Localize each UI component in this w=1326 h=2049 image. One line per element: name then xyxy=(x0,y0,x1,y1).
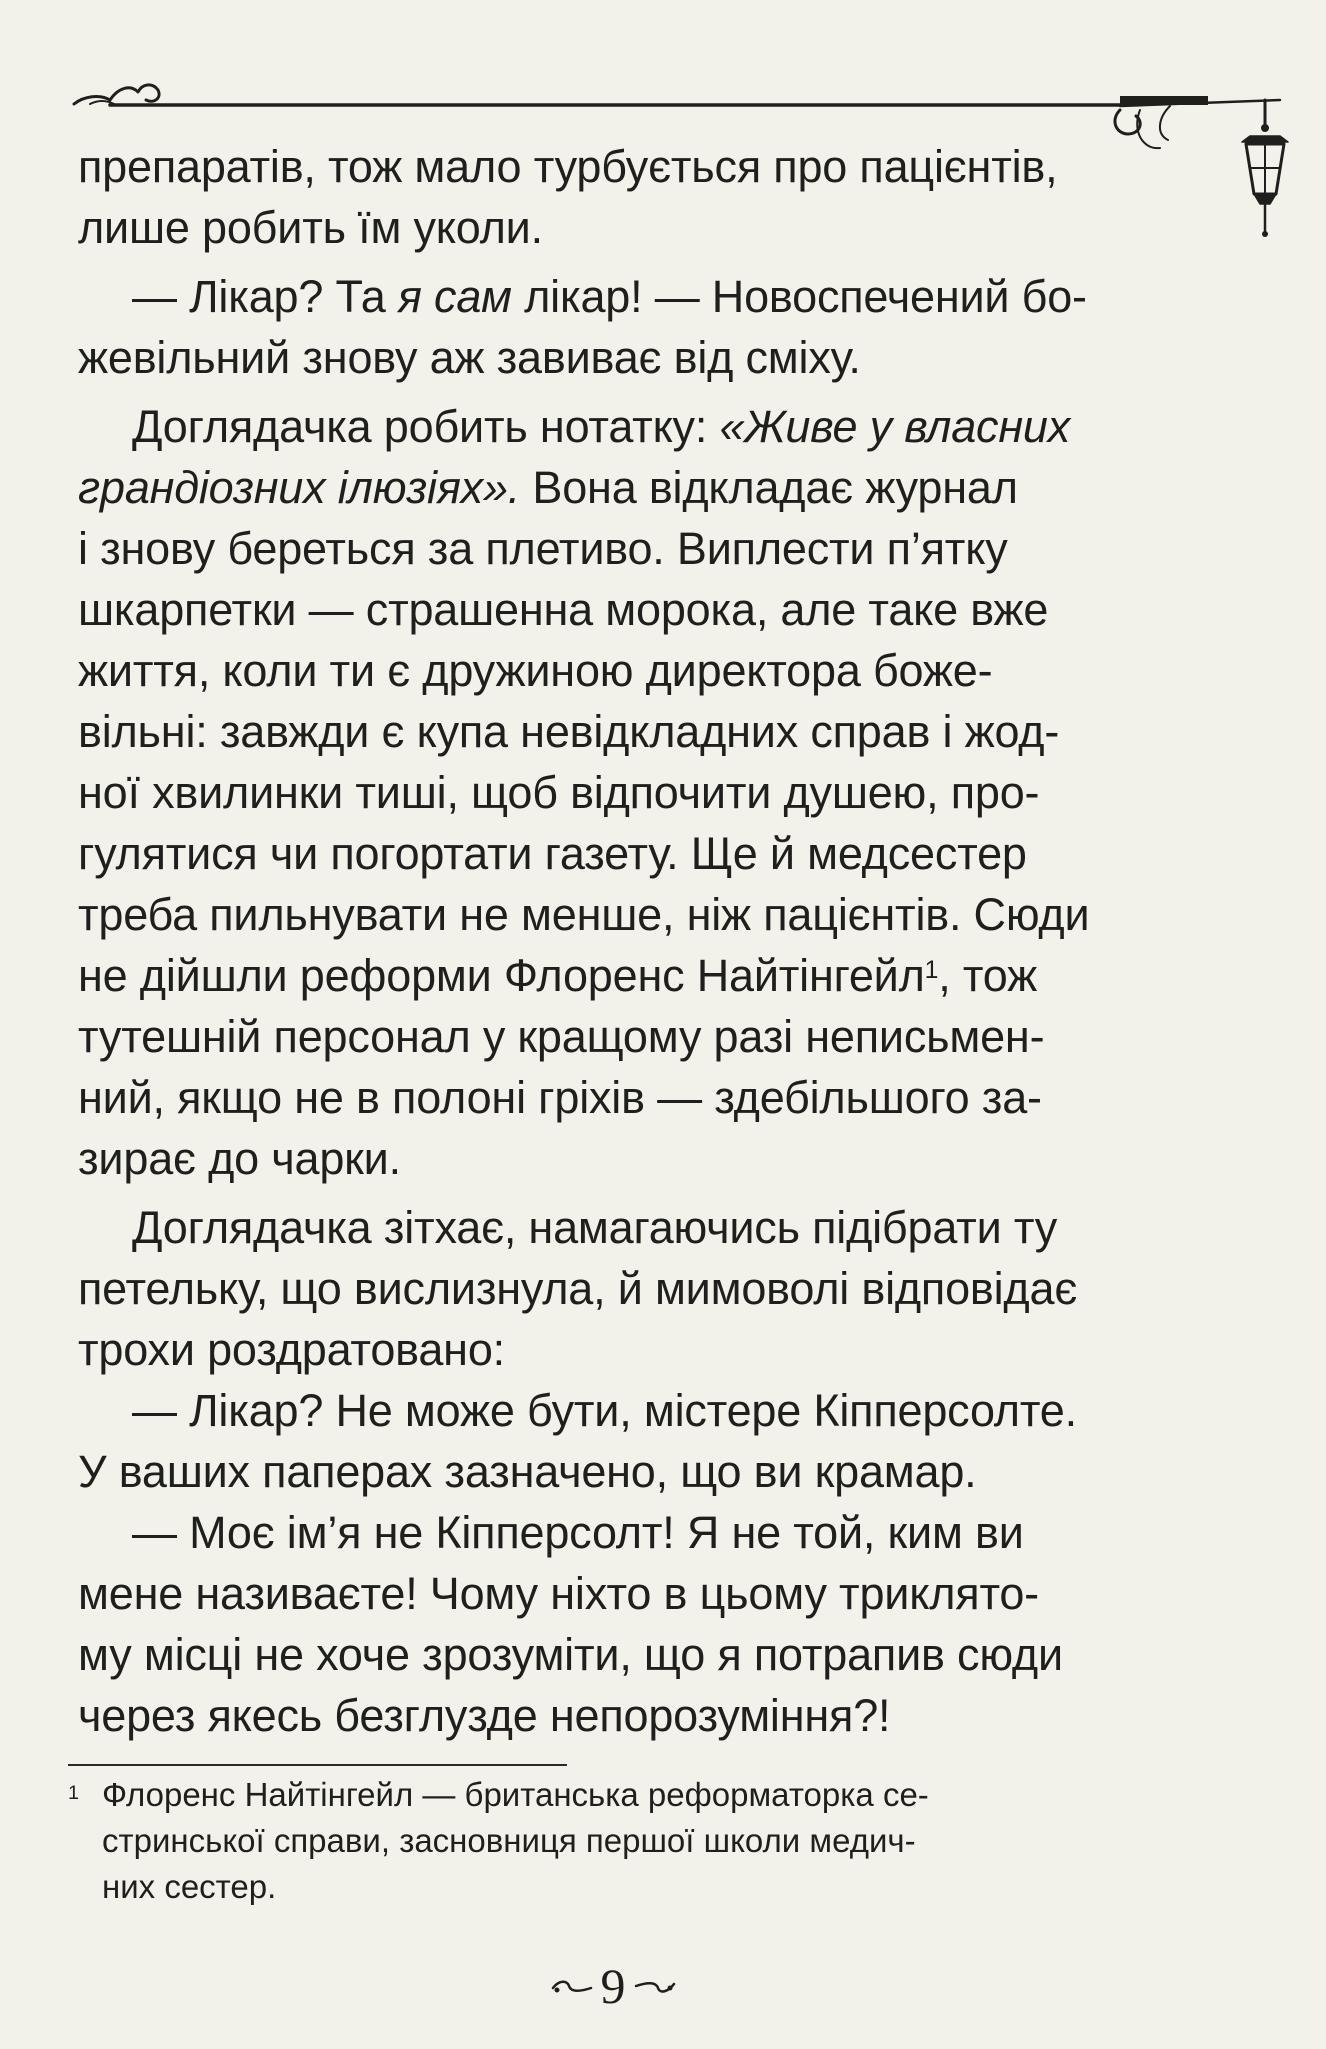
text-line: зирає до чарки. xyxy=(78,1133,401,1184)
page-number-value: 9 xyxy=(600,1958,626,2014)
footnote-line: 1 Флоренс Найтінгейл — британська реформаторка се- xyxy=(68,1772,1148,1818)
text-line: лише робить їм уколи. xyxy=(78,202,543,253)
text-line: му місці не хоче зрозуміти, що я потрапив сюди xyxy=(78,1629,1063,1680)
text-line: жевільний знову аж завиває від сміху. xyxy=(78,332,861,383)
swirl-right-icon xyxy=(634,1976,676,1996)
footnote xyxy=(68,1772,1148,1910)
text-line: ної хвилинки тиші, щоб відпочити душею, про- xyxy=(78,767,1040,818)
text-line: — Лікар? Не може бути, містере Кіпперсолте. xyxy=(132,1385,1077,1436)
text-line: петельку, що вислизнула, й мимоволі відповідає xyxy=(78,1263,1078,1314)
text-line: грандіозних ілюзіях». Вона відкладає журнал xyxy=(78,462,1018,513)
italic-quote: «Живе у власних xyxy=(719,401,1071,452)
footnote-line: них сестер. xyxy=(102,1868,277,1905)
italic-emphasis: я сам xyxy=(397,271,512,322)
footnote-line: стринської справи, засновниця першої школи медич- xyxy=(102,1822,916,1859)
text-line: препаратів, тож мало турбується про пацієнтів, xyxy=(78,141,1058,192)
footnote-marker: 1 xyxy=(68,1782,80,1805)
text-line: життя, коли ти є дружиною директора боже- xyxy=(78,645,993,696)
text-line: шкарпетки — страшенна морока, але таке вже xyxy=(78,584,1049,635)
text-line: гулятися чи погортати газету. Ще й медсестер xyxy=(78,828,1027,879)
text-line: треба пильнувати не менше, ніж пацієнтів. Сюди xyxy=(78,889,1090,940)
text-line: — Моє ім’я не Кіпперсолт! Я не той, ким ви xyxy=(132,1507,1024,1558)
text-line: тутешній персонал у кращому разі неписьмен- xyxy=(78,1011,1045,1062)
italic-quote: грандіозних ілюзіях». xyxy=(78,462,521,513)
body-text xyxy=(78,136,1150,1746)
text-line: мене називаєте! Чому ніхто в цьому триклято- xyxy=(78,1568,1039,1619)
text-line: трохи роздратовано: xyxy=(78,1324,505,1375)
footnote-divider xyxy=(68,1764,567,1766)
text-line: ний, якщо не в полоні гріхів — здебільшого за- xyxy=(78,1072,1042,1123)
text-line: вільні: завжди є купа невідкладних справ і жод- xyxy=(78,706,1060,757)
swirl-left-icon xyxy=(551,1976,593,1996)
page-number xyxy=(543,1956,683,2016)
text-line: і знову береться за плетиво. Виплести п’ятку xyxy=(78,523,1008,574)
text-line: через якесь безглузде непорозуміння?! xyxy=(78,1690,891,1741)
text-line: не дійшли реформи Флоренс Найтінгейл$^1$, тож xyxy=(78,950,1037,1001)
text-line: Доглядачка робить нотатку: «Живе у власних xyxy=(132,401,1071,452)
footnote-reference: 1 xyxy=(924,957,939,985)
text-line: — Лікар? Та я сам лікар! — Новоспечений бо- xyxy=(132,271,1087,322)
text-line: Доглядачка зітхає, намагаючись підібрати ту xyxy=(132,1202,1058,1253)
text-line: У ваших паперах зазначено, що ви крамар. xyxy=(78,1446,977,1497)
